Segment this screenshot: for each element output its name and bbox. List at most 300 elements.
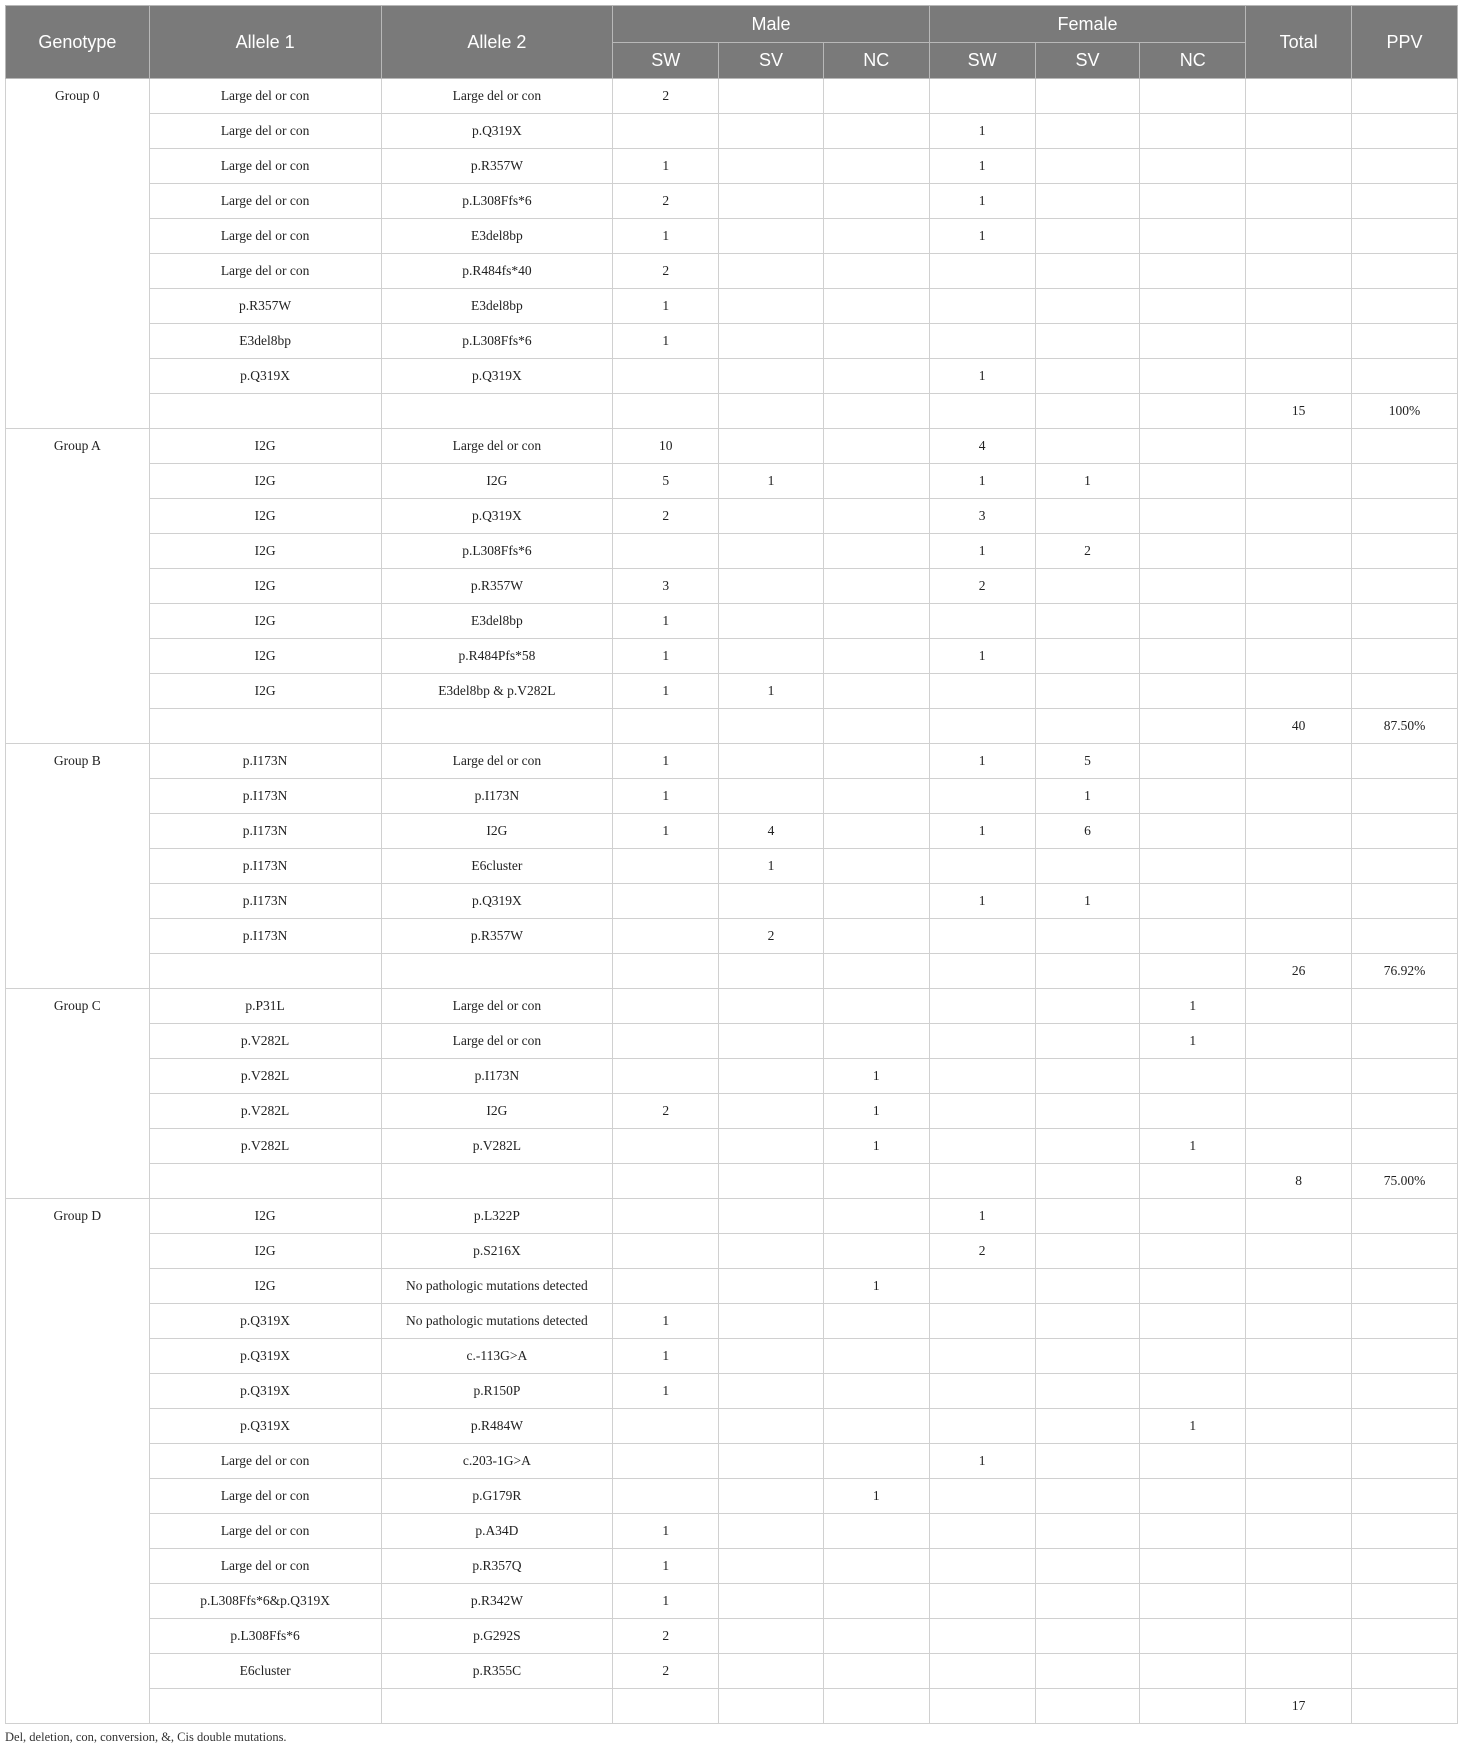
cell-female-nc xyxy=(1140,569,1246,604)
cell-male-sv xyxy=(719,394,824,429)
header-female: Female xyxy=(929,6,1245,43)
cell-allele-1: I2G xyxy=(149,1269,381,1304)
cell-male-sw: 1 xyxy=(613,289,719,324)
cell-female-sv xyxy=(1035,1339,1140,1374)
cell-female-sv xyxy=(1035,219,1140,254)
cell-male-sw xyxy=(613,1444,719,1479)
cell-allele-1: Large del or con xyxy=(149,1514,381,1549)
cell-allele-2: p.Q319X xyxy=(381,499,613,534)
cell-female-sv xyxy=(1035,499,1140,534)
cell-female-nc xyxy=(1140,534,1246,569)
cell-male-sv xyxy=(719,1444,824,1479)
table-row xyxy=(6,429,1458,464)
header-female-sw: SW xyxy=(929,43,1035,79)
cell-male-nc xyxy=(823,884,929,919)
table-footnote: Del, deletion, con, conversion, &, Cis double mutations. xyxy=(5,1730,287,1744)
cell-female-nc xyxy=(1140,464,1246,499)
cell-total: 8 xyxy=(1246,1164,1352,1199)
cell-female-nc xyxy=(1140,1584,1246,1619)
cell-allele-2: E3del8bp xyxy=(381,219,613,254)
cell-allele-1: Large del or con xyxy=(149,114,381,149)
cell-female-sw: 2 xyxy=(929,1234,1035,1269)
cell-female-sw xyxy=(929,79,1035,114)
cell-ppv xyxy=(1352,1654,1458,1689)
cell-ppv xyxy=(1352,1549,1458,1584)
cell-male-sw: 1 xyxy=(613,219,719,254)
cell-female-sv xyxy=(1035,359,1140,394)
cell-male-nc xyxy=(823,534,929,569)
cell-male-sv xyxy=(719,1339,824,1374)
cell-male-sv xyxy=(719,779,824,814)
cell-total xyxy=(1246,814,1352,849)
cell-male-sv xyxy=(719,1059,824,1094)
table-row xyxy=(6,1269,1458,1304)
cell-male-sv xyxy=(719,114,824,149)
cell-male-nc xyxy=(823,324,929,359)
cell-male-sv xyxy=(719,359,824,394)
cell-ppv xyxy=(1352,814,1458,849)
table-row xyxy=(6,1164,1458,1199)
cell-male-sv xyxy=(719,1549,824,1584)
cell-male-nc xyxy=(823,1199,929,1234)
cell-male-sw: 2 xyxy=(613,184,719,219)
cell-total: 40 xyxy=(1246,709,1352,744)
cell-female-sv xyxy=(1035,324,1140,359)
cell-male-nc xyxy=(823,394,929,429)
cell-male-sw: 1 xyxy=(613,1374,719,1409)
cell-allele-2: Large del or con xyxy=(381,79,613,114)
cell-male-sv xyxy=(719,1199,824,1234)
cell-female-nc xyxy=(1140,1514,1246,1549)
cell-allele-1: p.P31L xyxy=(149,989,381,1024)
cell-female-sv xyxy=(1035,1654,1140,1689)
cell-allele-2: p.R342W xyxy=(381,1584,613,1619)
cell-female-sw xyxy=(929,674,1035,709)
cell-total xyxy=(1246,1444,1352,1479)
cell-genotype: Group A xyxy=(6,429,150,744)
cell-female-nc xyxy=(1140,849,1246,884)
cell-total xyxy=(1246,1304,1352,1339)
cell-female-sv xyxy=(1035,1129,1140,1164)
cell-male-nc xyxy=(823,1654,929,1689)
cell-male-sv xyxy=(719,499,824,534)
cell-total xyxy=(1246,744,1352,779)
cell-ppv xyxy=(1352,1409,1458,1444)
cell-female-sv xyxy=(1035,394,1140,429)
cell-total xyxy=(1246,1059,1352,1094)
cell-total xyxy=(1246,884,1352,919)
cell-male-sw: 10 xyxy=(613,429,719,464)
cell-male-sv xyxy=(719,1584,824,1619)
cell-allele-1: Large del or con xyxy=(149,184,381,219)
cell-male-sw xyxy=(613,1199,719,1234)
cell-male-sv xyxy=(719,884,824,919)
cell-allele-2: p.L308Ffs*6 xyxy=(381,534,613,569)
cell-male-nc xyxy=(823,674,929,709)
cell-female-nc xyxy=(1140,1164,1246,1199)
cell-female-sv xyxy=(1035,569,1140,604)
cell-female-nc xyxy=(1140,1234,1246,1269)
cell-female-sv: 6 xyxy=(1035,814,1140,849)
cell-male-sw: 1 xyxy=(613,1304,719,1339)
cell-male-nc xyxy=(823,1549,929,1584)
cell-female-nc xyxy=(1140,1654,1246,1689)
cell-male-sw xyxy=(613,989,719,1024)
cell-male-sv xyxy=(719,1409,824,1444)
cell-total xyxy=(1246,1129,1352,1164)
cell-ppv xyxy=(1352,1199,1458,1234)
cell-total xyxy=(1246,184,1352,219)
header-male-nc: NC xyxy=(823,43,929,79)
cell-allele-2 xyxy=(381,394,613,429)
cell-male-sw xyxy=(613,394,719,429)
cell-total xyxy=(1246,604,1352,639)
table-row xyxy=(6,289,1458,324)
cell-allele-2: E6cluster xyxy=(381,849,613,884)
cell-male-nc xyxy=(823,254,929,289)
cell-total xyxy=(1246,114,1352,149)
cell-female-sv: 1 xyxy=(1035,884,1140,919)
cell-allele-1: I2G xyxy=(149,674,381,709)
cell-total: 17 xyxy=(1246,1689,1352,1724)
cell-male-sv xyxy=(719,569,824,604)
table-row xyxy=(6,149,1458,184)
table-row xyxy=(6,394,1458,429)
cell-allele-1: p.I173N xyxy=(149,919,381,954)
cell-female-sw: 1 xyxy=(929,534,1035,569)
cell-male-sw: 2 xyxy=(613,1094,719,1129)
cell-allele-2: E3del8bp xyxy=(381,289,613,324)
cell-male-nc xyxy=(823,1689,929,1724)
cell-male-nc: 1 xyxy=(823,1059,929,1094)
cell-female-sv xyxy=(1035,114,1140,149)
cell-male-nc xyxy=(823,989,929,1024)
cell-male-nc xyxy=(823,1444,929,1479)
cell-allele-1: I2G xyxy=(149,639,381,674)
cell-female-sv: 1 xyxy=(1035,779,1140,814)
table-row xyxy=(6,849,1458,884)
cell-male-sw: 2 xyxy=(613,499,719,534)
cell-female-sw xyxy=(929,1339,1035,1374)
cell-allele-2 xyxy=(381,1689,613,1724)
cell-female-sv xyxy=(1035,639,1140,674)
cell-female-sv xyxy=(1035,289,1140,324)
cell-female-sw: 1 xyxy=(929,744,1035,779)
cell-total xyxy=(1246,1479,1352,1514)
cell-ppv xyxy=(1352,499,1458,534)
cell-female-sv xyxy=(1035,1444,1140,1479)
cell-ppv: 100% xyxy=(1352,394,1458,429)
cell-ppv xyxy=(1352,779,1458,814)
cell-allele-2 xyxy=(381,954,613,989)
cell-female-sv xyxy=(1035,1094,1140,1129)
table-row xyxy=(6,114,1458,149)
cell-male-sw: 1 xyxy=(613,604,719,639)
cell-female-sw: 3 xyxy=(929,499,1035,534)
header-ppv: PPV xyxy=(1352,6,1458,79)
cell-female-nc xyxy=(1140,639,1246,674)
cell-allele-2: p.R484W xyxy=(381,1409,613,1444)
cell-male-sw xyxy=(613,114,719,149)
cell-female-nc xyxy=(1140,394,1246,429)
cell-allele-1: I2G xyxy=(149,534,381,569)
cell-male-sv xyxy=(719,989,824,1024)
cell-allele-2: p.R484fs*40 xyxy=(381,254,613,289)
cell-female-sw xyxy=(929,1059,1035,1094)
cell-ppv xyxy=(1352,1234,1458,1269)
cell-female-sw xyxy=(929,1619,1035,1654)
table-row xyxy=(6,1024,1458,1059)
cell-female-sv xyxy=(1035,1024,1140,1059)
cell-total xyxy=(1246,464,1352,499)
cell-male-sv xyxy=(719,1234,824,1269)
cell-male-sw: 3 xyxy=(613,569,719,604)
cell-allele-2: p.R150P xyxy=(381,1374,613,1409)
cell-male-sv xyxy=(719,534,824,569)
cell-male-sv xyxy=(719,79,824,114)
cell-female-nc xyxy=(1140,1199,1246,1234)
cell-male-nc xyxy=(823,1234,929,1269)
table-row xyxy=(6,674,1458,709)
cell-allele-1: I2G xyxy=(149,499,381,534)
cell-ppv xyxy=(1352,744,1458,779)
cell-female-sv xyxy=(1035,429,1140,464)
table-row xyxy=(6,359,1458,394)
cell-ppv xyxy=(1352,1094,1458,1129)
cell-allele-2: p.Q319X xyxy=(381,359,613,394)
cell-total xyxy=(1246,1549,1352,1584)
table-row xyxy=(6,709,1458,744)
table-row xyxy=(6,639,1458,674)
cell-total xyxy=(1246,1619,1352,1654)
cell-ppv xyxy=(1352,989,1458,1024)
cell-female-sw: 1 xyxy=(929,639,1035,674)
cell-male-sv xyxy=(719,254,824,289)
cell-male-nc xyxy=(823,219,929,254)
cell-male-nc xyxy=(823,359,929,394)
cell-male-nc xyxy=(823,814,929,849)
cell-male-sw: 1 xyxy=(613,814,719,849)
cell-allele-2: Large del or con xyxy=(381,744,613,779)
cell-male-nc xyxy=(823,1514,929,1549)
cell-allele-1: Large del or con xyxy=(149,1479,381,1514)
cell-male-sv xyxy=(719,1129,824,1164)
cell-male-sv xyxy=(719,1269,824,1304)
cell-female-nc xyxy=(1140,744,1246,779)
cell-male-nc: 1 xyxy=(823,1094,929,1129)
cell-total xyxy=(1246,79,1352,114)
cell-male-sw xyxy=(613,884,719,919)
cell-total xyxy=(1246,849,1352,884)
cell-male-nc xyxy=(823,1024,929,1059)
cell-allele-1: p.V282L xyxy=(149,1094,381,1129)
cell-female-nc xyxy=(1140,289,1246,324)
cell-female-nc: 1 xyxy=(1140,1409,1246,1444)
cell-ppv xyxy=(1352,534,1458,569)
cell-ppv xyxy=(1352,1304,1458,1339)
cell-male-sv xyxy=(719,289,824,324)
cell-female-nc xyxy=(1140,499,1246,534)
cell-female-nc xyxy=(1140,884,1246,919)
cell-total xyxy=(1246,534,1352,569)
cell-allele-2: p.R484Pfs*58 xyxy=(381,639,613,674)
cell-female-sw: 1 xyxy=(929,1444,1035,1479)
cell-total xyxy=(1246,569,1352,604)
cell-male-sv xyxy=(719,1514,824,1549)
cell-allele-2: I2G xyxy=(381,814,613,849)
cell-ppv xyxy=(1352,1689,1458,1724)
cell-total xyxy=(1246,289,1352,324)
cell-allele-2 xyxy=(381,709,613,744)
cell-ppv xyxy=(1352,184,1458,219)
cell-total xyxy=(1246,989,1352,1024)
cell-female-sv xyxy=(1035,954,1140,989)
cell-ppv xyxy=(1352,604,1458,639)
cell-allele-2: p.R357W xyxy=(381,919,613,954)
cell-allele-2: Large del or con xyxy=(381,1024,613,1059)
cell-female-nc xyxy=(1140,1339,1246,1374)
cell-female-sw xyxy=(929,1129,1035,1164)
cell-ppv xyxy=(1352,114,1458,149)
cell-allele-2: p.R357Q xyxy=(381,1549,613,1584)
cell-female-sw xyxy=(929,1514,1035,1549)
cell-total xyxy=(1246,1654,1352,1689)
cell-ppv: 76.92% xyxy=(1352,954,1458,989)
cell-allele-2: No pathologic mutations detected xyxy=(381,1269,613,1304)
header-male: Male xyxy=(613,6,929,43)
cell-ppv xyxy=(1352,359,1458,394)
cell-female-sw xyxy=(929,709,1035,744)
cell-ppv xyxy=(1352,289,1458,324)
cell-allele-2: p.G292S xyxy=(381,1619,613,1654)
cell-female-sw xyxy=(929,1584,1035,1619)
cell-male-nc xyxy=(823,1619,929,1654)
cell-male-sw: 1 xyxy=(613,779,719,814)
cell-ppv: 75.00% xyxy=(1352,1164,1458,1199)
cell-allele-2: p.V282L xyxy=(381,1129,613,1164)
cell-female-sw xyxy=(929,604,1035,639)
cell-female-nc: 1 xyxy=(1140,1129,1246,1164)
cell-allele-2: I2G xyxy=(381,464,613,499)
cell-male-sv xyxy=(719,1374,824,1409)
cell-total xyxy=(1246,1339,1352,1374)
cell-male-sw xyxy=(613,849,719,884)
cell-allele-1: p.I173N xyxy=(149,779,381,814)
cell-male-sw xyxy=(613,359,719,394)
cell-total xyxy=(1246,429,1352,464)
cell-female-nc xyxy=(1140,1549,1246,1584)
cell-male-sw: 1 xyxy=(613,1339,719,1374)
header-allele-2: Allele 2 xyxy=(381,6,613,79)
cell-allele-1: p.L308Ffs*6&p.Q319X xyxy=(149,1584,381,1619)
cell-allele-2: p.R355C xyxy=(381,1654,613,1689)
cell-male-nc xyxy=(823,569,929,604)
cell-female-sw xyxy=(929,289,1035,324)
cell-male-sw: 1 xyxy=(613,674,719,709)
cell-male-nc xyxy=(823,114,929,149)
cell-female-sw xyxy=(929,1024,1035,1059)
cell-allele-2: E3del8bp & p.V282L xyxy=(381,674,613,709)
cell-male-nc: 1 xyxy=(823,1479,929,1514)
cell-male-sw xyxy=(613,1024,719,1059)
cell-female-sw: 4 xyxy=(929,429,1035,464)
cell-male-sw: 1 xyxy=(613,324,719,359)
cell-ppv xyxy=(1352,1514,1458,1549)
cell-female-sw xyxy=(929,1549,1035,1584)
table-row xyxy=(6,1619,1458,1654)
cell-female-sv xyxy=(1035,1374,1140,1409)
cell-female-sv: 2 xyxy=(1035,534,1140,569)
table-row xyxy=(6,324,1458,359)
cell-allele-2: Large del or con xyxy=(381,989,613,1024)
cell-male-sw: 1 xyxy=(613,149,719,184)
cell-male-nc xyxy=(823,1304,929,1339)
cell-allele-2: p.L322P xyxy=(381,1199,613,1234)
cell-male-sw: 5 xyxy=(613,464,719,499)
cell-allele-2: p.G179R xyxy=(381,1479,613,1514)
cell-female-sv xyxy=(1035,919,1140,954)
cell-male-sw xyxy=(613,919,719,954)
table-row xyxy=(6,1654,1458,1689)
cell-allele-1: p.Q319X xyxy=(149,1339,381,1374)
cell-allele-1: Large del or con xyxy=(149,1549,381,1584)
cell-female-sw xyxy=(929,989,1035,1024)
cell-male-sv: 1 xyxy=(719,674,824,709)
cell-female-nc xyxy=(1140,149,1246,184)
cell-female-nc xyxy=(1140,1619,1246,1654)
cell-total xyxy=(1246,674,1352,709)
cell-male-sv: 4 xyxy=(719,814,824,849)
cell-allele-1: p.V282L xyxy=(149,1024,381,1059)
cell-female-sw: 1 xyxy=(929,884,1035,919)
cell-female-sw xyxy=(929,919,1035,954)
cell-genotype: Group B xyxy=(6,744,150,989)
cell-female-nc xyxy=(1140,674,1246,709)
cell-total xyxy=(1246,1269,1352,1304)
cell-female-nc xyxy=(1140,1304,1246,1339)
cell-total xyxy=(1246,1584,1352,1619)
cell-ppv xyxy=(1352,1129,1458,1164)
cell-total xyxy=(1246,324,1352,359)
table-row xyxy=(6,1549,1458,1584)
header-allele-1: Allele 1 xyxy=(149,6,381,79)
cell-male-sw: 1 xyxy=(613,1584,719,1619)
cell-female-nc xyxy=(1140,254,1246,289)
cell-allele-2: c.203-1G>A xyxy=(381,1444,613,1479)
cell-female-sw xyxy=(929,1409,1035,1444)
cell-ppv xyxy=(1352,849,1458,884)
cell-female-sv xyxy=(1035,1619,1140,1654)
cell-male-sw: 1 xyxy=(613,744,719,779)
cell-allele-2: No pathologic mutations detected xyxy=(381,1304,613,1339)
cell-allele-2: c.-113G>A xyxy=(381,1339,613,1374)
cell-allele-1: I2G xyxy=(149,604,381,639)
cell-allele-1: p.I173N xyxy=(149,814,381,849)
cell-female-sw: 1 xyxy=(929,219,1035,254)
cell-female-nc xyxy=(1140,1444,1246,1479)
cell-male-sv xyxy=(719,954,824,989)
header-female-nc: NC xyxy=(1140,43,1246,79)
cell-allele-1: p.I173N xyxy=(149,744,381,779)
cell-female-sw xyxy=(929,1689,1035,1724)
cell-male-sw xyxy=(613,954,719,989)
cell-male-sw: 2 xyxy=(613,1654,719,1689)
cell-ppv xyxy=(1352,1619,1458,1654)
table-row xyxy=(6,884,1458,919)
cell-allele-1 xyxy=(149,1164,381,1199)
table-container xyxy=(5,5,1458,1745)
cell-allele-1: I2G xyxy=(149,429,381,464)
